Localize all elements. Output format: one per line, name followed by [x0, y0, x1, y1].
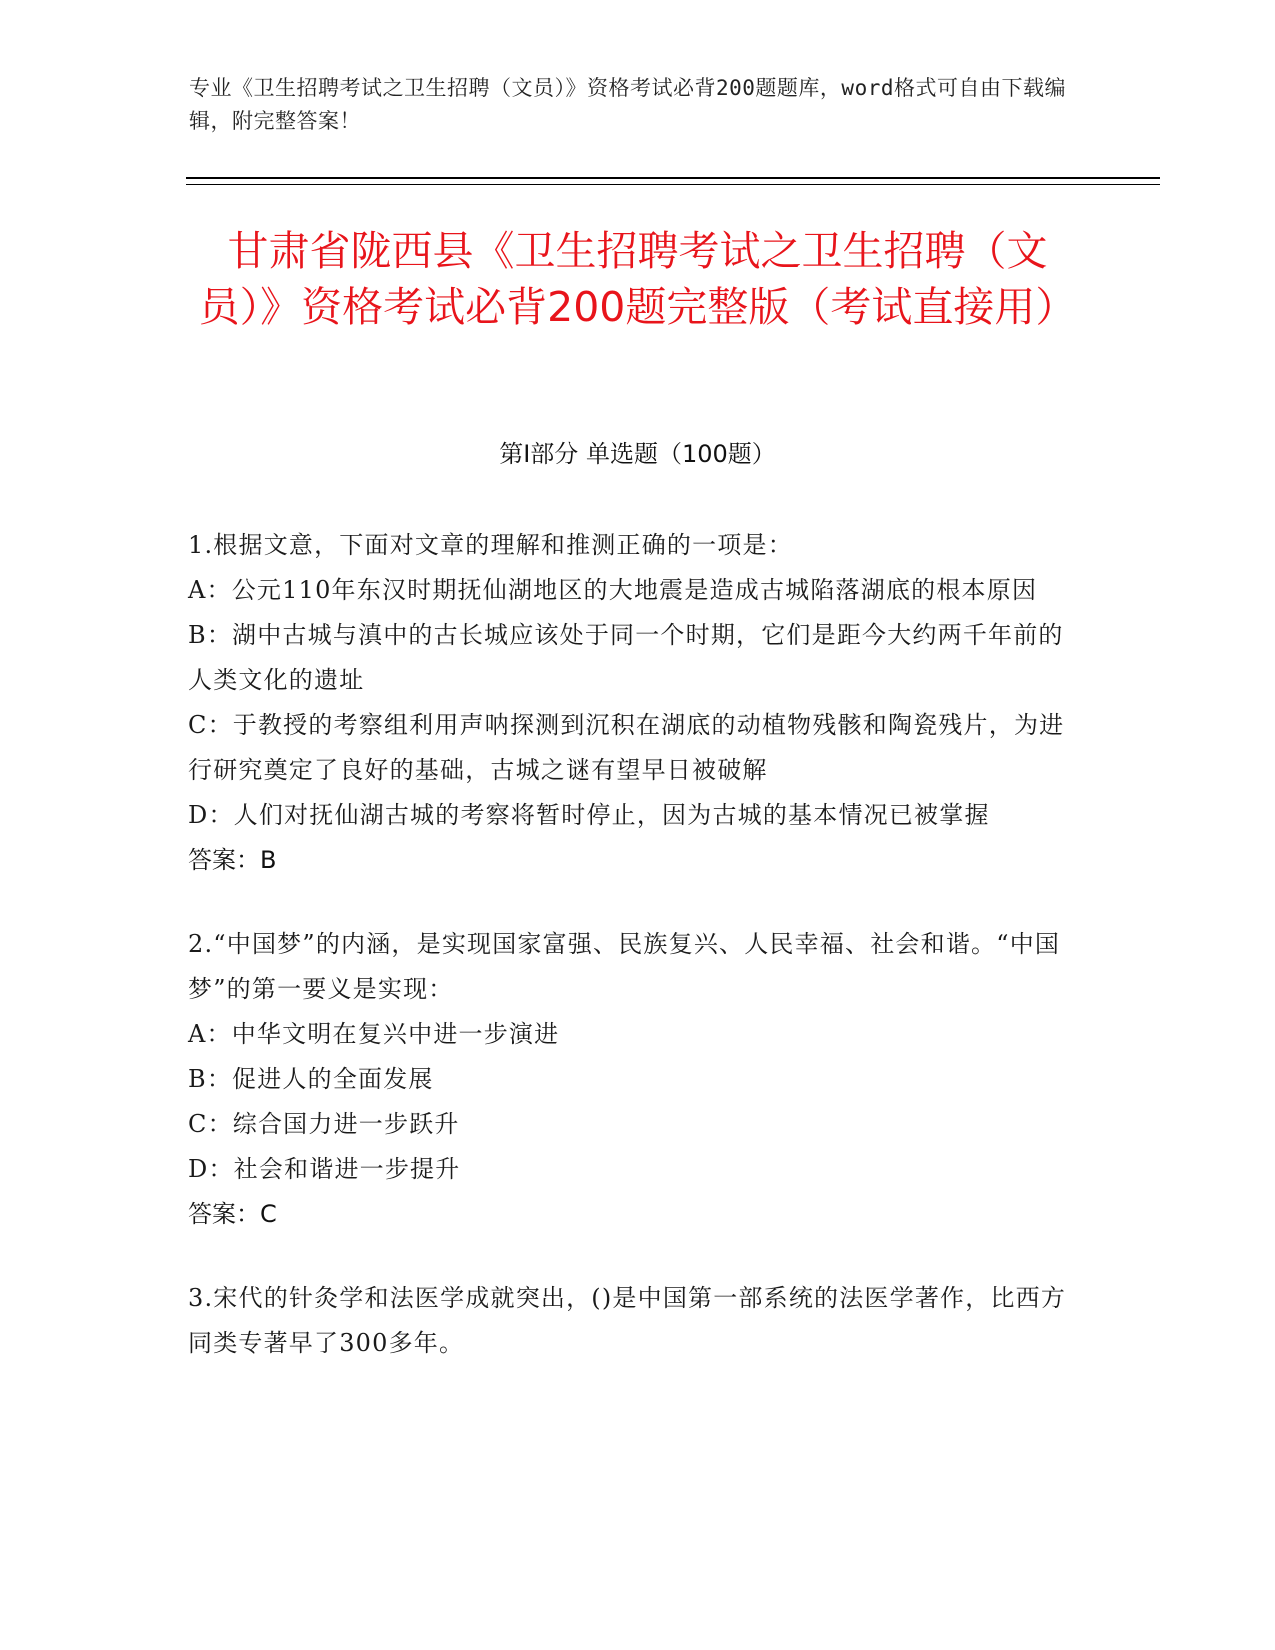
- option-c: C：综合国力进一步跃升: [188, 1110, 460, 1138]
- question-1: [188, 523, 1078, 883]
- question-stem: 2.“中国梦”的内涵，是实现国家富强、民族复兴、人民幸福、社会和谐。“中国梦”的第一要义是实现：: [188, 930, 1061, 1003]
- option-b: B：湖中古城与滇中的古长城应该处于同一个时期，它们是距今大约两千年前的人类文化的遗址: [188, 621, 1064, 694]
- question-2: [188, 922, 1078, 1237]
- option-b: B：促进人的全面发展: [188, 1065, 434, 1093]
- section-title: 第Ⅰ部分 单选题（100题）: [499, 440, 776, 468]
- document-title: 甘肃省陇西县《卫生招聘考试之卫生招聘（文员）》资格考试必背200题完整版（考试直接用）: [198, 227, 1077, 331]
- answer-label: 答案：B: [188, 846, 277, 874]
- option-a: A：公元110年东汉时期抚仙湖地区的大地震是造成古城陷落湖底的根本原因: [188, 576, 1038, 604]
- header-note: 专业《卫生招聘考试之卫生招聘（文员）》资格考试必背200题题库，word格式可自由下载编辑，附完整答案！: [189, 76, 1066, 133]
- question-stem: 3.宋代的针灸学和法医学成就突出，()是中国第一部系统的法医学著作，比西方同类专著早了300多年。: [188, 1284, 1067, 1357]
- option-d: D：社会和谐进一步提升: [188, 1155, 461, 1183]
- question-stem: 1.根据文意，下面对文章的理解和推测正确的一项是：: [188, 531, 793, 559]
- question-3: [188, 1276, 1078, 1366]
- question-list: [188, 523, 1078, 1405]
- answer-label: 答案：C: [188, 1200, 277, 1228]
- header-divider-thin: [186, 184, 1160, 185]
- option-d: D：人们对抚仙湖古城的考察将暂时停止，因为古城的基本情况已被掌握: [188, 801, 990, 829]
- option-a: A：中华文明在复兴中进一步演进: [188, 1020, 560, 1048]
- header-divider-thick: [186, 177, 1160, 179]
- option-c: C：于教授的考察组利用声呐探测到沉积在湖底的动植物残骸和陶瓷残片，为进行研究奠定了良好的基础，古城之谜有望早日被破解: [188, 711, 1065, 784]
